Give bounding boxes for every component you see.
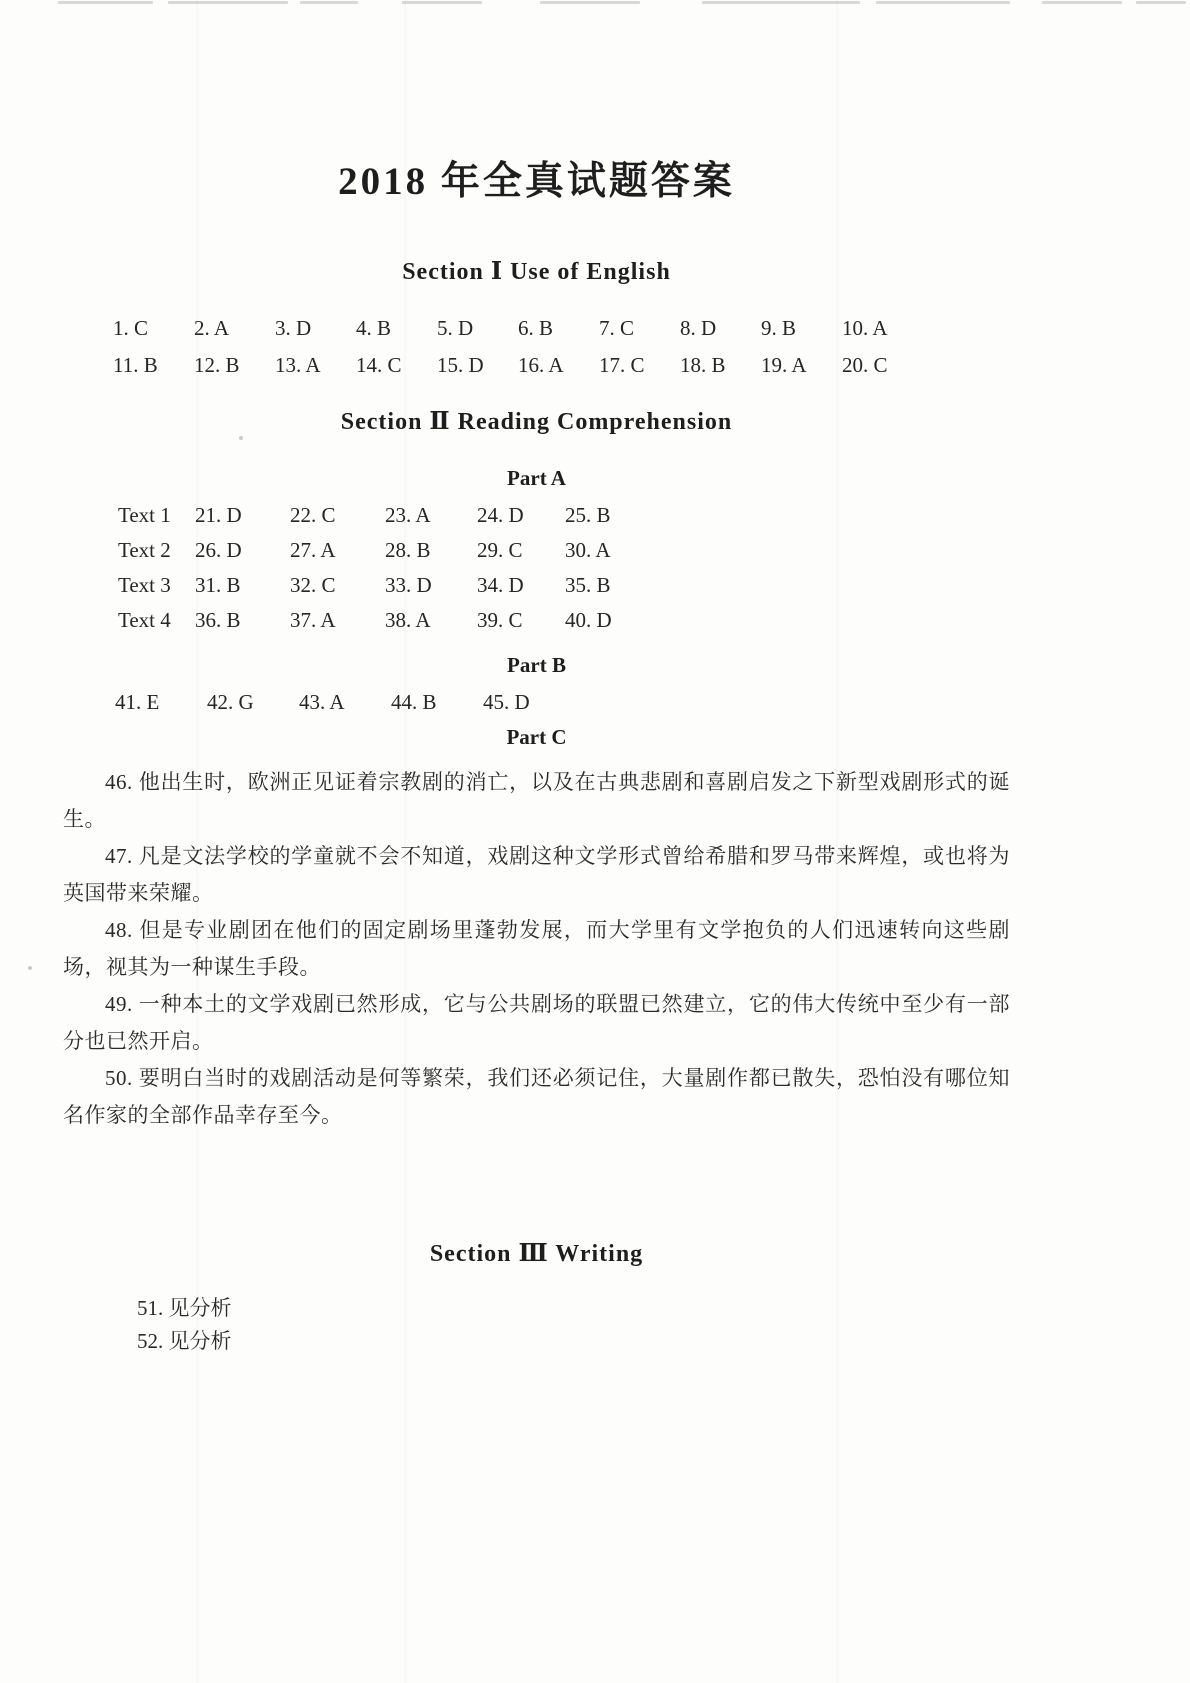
text-label: Text 3 bbox=[118, 573, 171, 597]
part-a-answer-table bbox=[63, 503, 1010, 633]
answer-item: 10. A bbox=[842, 316, 888, 340]
answer-item: 5. D bbox=[437, 316, 474, 340]
answer-item: 40. D bbox=[565, 608, 612, 632]
use-of-english-answers bbox=[63, 310, 1010, 384]
writing-item-52: 52. 见分析 bbox=[137, 1329, 232, 1353]
answer-item: 13. A bbox=[275, 353, 321, 377]
answer-item: 20. C bbox=[842, 353, 888, 377]
answer-item: 17. C bbox=[599, 353, 645, 377]
answer-item: 45. D bbox=[483, 690, 530, 714]
part-a-row-text-2 bbox=[63, 538, 1010, 563]
answer-item: 41. E bbox=[115, 690, 160, 714]
answer-item: 42. G bbox=[207, 690, 254, 714]
page-title: 2018 年全真试题答案 bbox=[338, 160, 735, 203]
answer-item: 12. B bbox=[194, 353, 240, 377]
answer-item: 7. C bbox=[599, 316, 635, 340]
answer-item: 37. A bbox=[290, 608, 336, 632]
part-a-row-text-4 bbox=[63, 608, 1010, 633]
answer-item: 44. B bbox=[391, 690, 437, 714]
answer-item: 34. D bbox=[477, 573, 524, 597]
answer-item: 30. A bbox=[565, 538, 611, 562]
answer-item: 36. B bbox=[195, 608, 241, 632]
text-label: Text 1 bbox=[118, 503, 171, 527]
answer-item: 32. C bbox=[290, 573, 336, 597]
part-c-translations bbox=[63, 764, 1010, 1134]
answer-item: 11. B bbox=[113, 353, 158, 377]
translation-item-48: 48. 但是专业剧团在他们的固定剧场里蓬勃发展，而大学里有文学抱负的人们迅速转向这些剧场，视其为一种谋生手段。 bbox=[63, 918, 1010, 979]
section-1-heading: Section Ⅰ Use of English bbox=[402, 259, 671, 285]
text-label: Text 4 bbox=[118, 608, 171, 632]
section-2-heading: Section Ⅱ Reading Comprehension bbox=[340, 409, 733, 435]
answer-item: 19. A bbox=[761, 353, 807, 377]
part-a-heading: Part A bbox=[507, 466, 566, 490]
answer-item: 16. A bbox=[518, 353, 564, 377]
translation-item-47: 47. 凡是文法学校的学童就不会不知道，戏剧这种文学形式曾给希腊和罗马带来辉煌，或也将为英国带来荣耀。 bbox=[63, 844, 1010, 905]
answer-item: 9. B bbox=[761, 316, 797, 340]
page-content bbox=[63, 0, 1010, 1358]
answer-item: 43. A bbox=[299, 690, 345, 714]
answers-row-1 bbox=[63, 310, 1010, 347]
answer-item: 35. B bbox=[565, 573, 611, 597]
translation-item-46: 46. 他出生时，欧洲正见证着宗教剧的消亡，以及在古典悲剧和喜剧启发之下新型戏剧形式的诞生。 bbox=[63, 770, 1010, 831]
part-b-heading: Part B bbox=[507, 653, 566, 677]
answer-item: 2. A bbox=[194, 316, 230, 340]
answer-item: 4. B bbox=[356, 316, 392, 340]
answer-item: 26. D bbox=[195, 538, 242, 562]
answer-item: 1. C bbox=[113, 316, 149, 340]
section-3-heading: Section Ⅲ Writing bbox=[429, 1241, 644, 1267]
writing-answers bbox=[63, 1292, 1010, 1358]
answer-item: 22. C bbox=[290, 503, 336, 527]
text-label: Text 2 bbox=[118, 538, 171, 562]
answer-item: 8. D bbox=[680, 316, 717, 340]
answer-item: 33. D bbox=[385, 573, 432, 597]
answer-item: 3. D bbox=[275, 316, 312, 340]
answer-item: 21. D bbox=[195, 503, 242, 527]
answer-item: 31. B bbox=[195, 573, 241, 597]
translation-item-50: 50. 要明白当时的戏剧活动是何等繁荣，我们还必须记住，大量剧作都已散失，恐怕没有哪位知名作家的全部作品幸存至今。 bbox=[63, 1066, 1010, 1127]
translation-item-49: 49. 一种本土的文学戏剧已然形成，它与公共剧场的联盟已然建立，它的伟大传统中至少有一部分也已然开启。 bbox=[63, 992, 1010, 1053]
answer-item: 14. C bbox=[356, 353, 402, 377]
part-c-heading: Part C bbox=[506, 725, 567, 749]
writing-item-51: 51. 见分析 bbox=[137, 1296, 232, 1320]
part-a-row-text-1 bbox=[63, 503, 1010, 528]
answer-item: 23. A bbox=[385, 503, 431, 527]
answer-item: 25. B bbox=[565, 503, 611, 527]
part-b-answer-row bbox=[63, 690, 1010, 715]
answer-item: 38. A bbox=[385, 608, 431, 632]
answer-item: 29. C bbox=[477, 538, 523, 562]
answers-row-2 bbox=[63, 347, 1010, 384]
part-a-row-text-3 bbox=[63, 573, 1010, 598]
answer-item: 39. C bbox=[477, 608, 523, 632]
answer-item: 15. D bbox=[437, 353, 484, 377]
answer-item: 28. B bbox=[385, 538, 431, 562]
answer-item: 18. B bbox=[680, 353, 726, 377]
answer-item: 24. D bbox=[477, 503, 524, 527]
answer-item: 27. A bbox=[290, 538, 336, 562]
scan-speck bbox=[28, 966, 32, 970]
answer-item: 6. B bbox=[518, 316, 554, 340]
